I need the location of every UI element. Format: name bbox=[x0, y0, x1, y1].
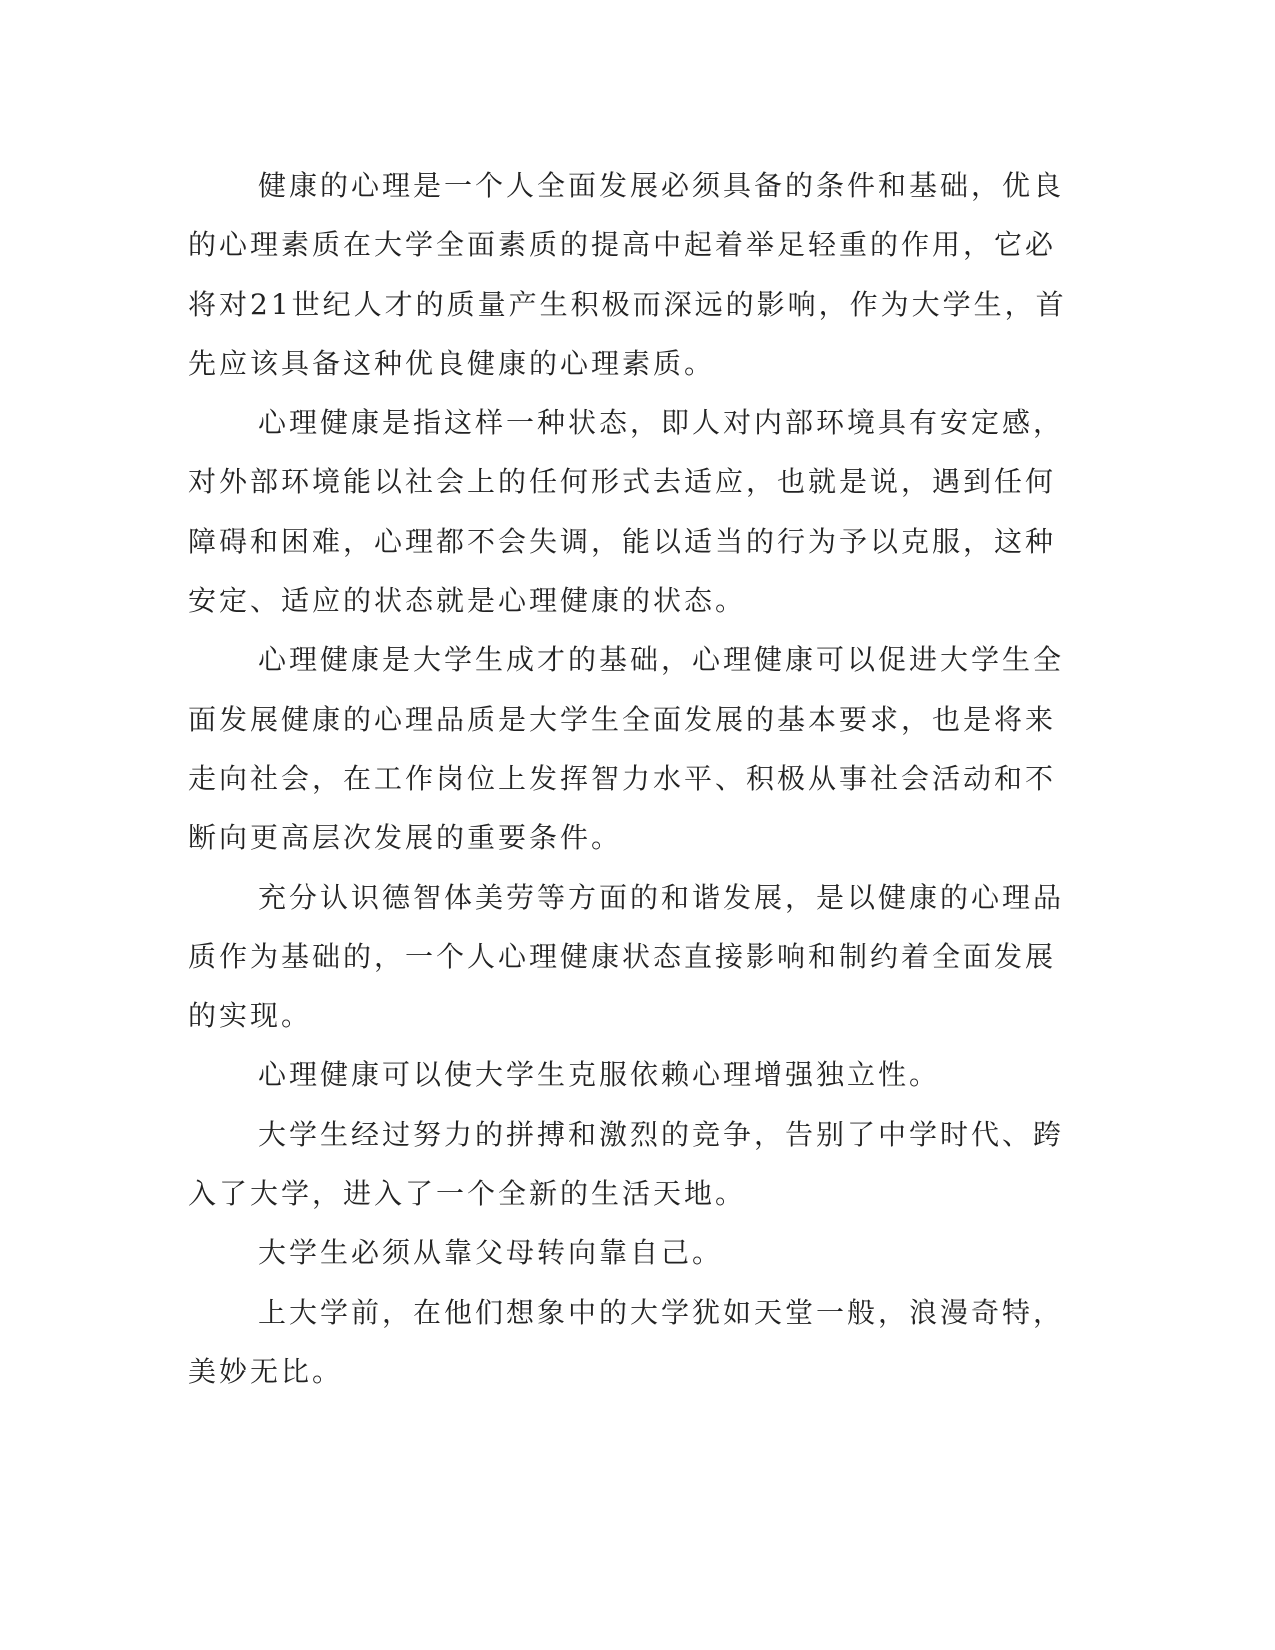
paragraph-7: 大学生必须从靠父母转向靠自己。 bbox=[258, 1236, 724, 1270]
paragraph-6: 大学生经过努力的拼搏和激烈的竞争，告别了中学时代、跨入了大学，进入了一个全新的生活天地。 bbox=[188, 1117, 1065, 1211]
document-body bbox=[188, 156, 1068, 1401]
paragraph-4: 充分认识德智体美劳等方面的和谐发展，是以健康的心理品质作为基础的，一个人心理健康状态直接影响和制约着全面发展的实现。 bbox=[188, 880, 1065, 1033]
paragraph-5: 心理健康可以使大学生克服依赖心理增强独立性。 bbox=[258, 1058, 941, 1092]
paragraph-1: 健康的心理是一个人全面发展必须具备的条件和基础，优良的心理素质在大学全面素质的提高中起着举足轻重的作用，它必将对21世纪人才的质量产生积极而深远的影响，作为大学生，首先应该具备这种优良健康的心理素质。 bbox=[188, 169, 1067, 380]
paragraph-3: 心理健康是大学生成才的基础，心理健康可以促进大学生全面发展健康的心理品质是大学生全面发展的基本要求，也是将来走向社会，在工作岗位上发挥智力水平、积极从事社会活动和不断向更高层次发展的重要条件。 bbox=[188, 643, 1065, 855]
paragraph-2: 心理健康是指这样一种状态，即人对内部环境具有安定感，对外部环境能以社会上的任何形式去适应，也就是说，遇到任何障碍和困难，心理都不会失调，能以适当的行为予以克服，这种安定、适应的状态就是心理健康的状态。 bbox=[188, 406, 1065, 618]
paragraph-8: 上大学前，在他们想象中的大学犹如天堂一般，浪漫奇特，美妙无比。 bbox=[188, 1295, 1065, 1388]
